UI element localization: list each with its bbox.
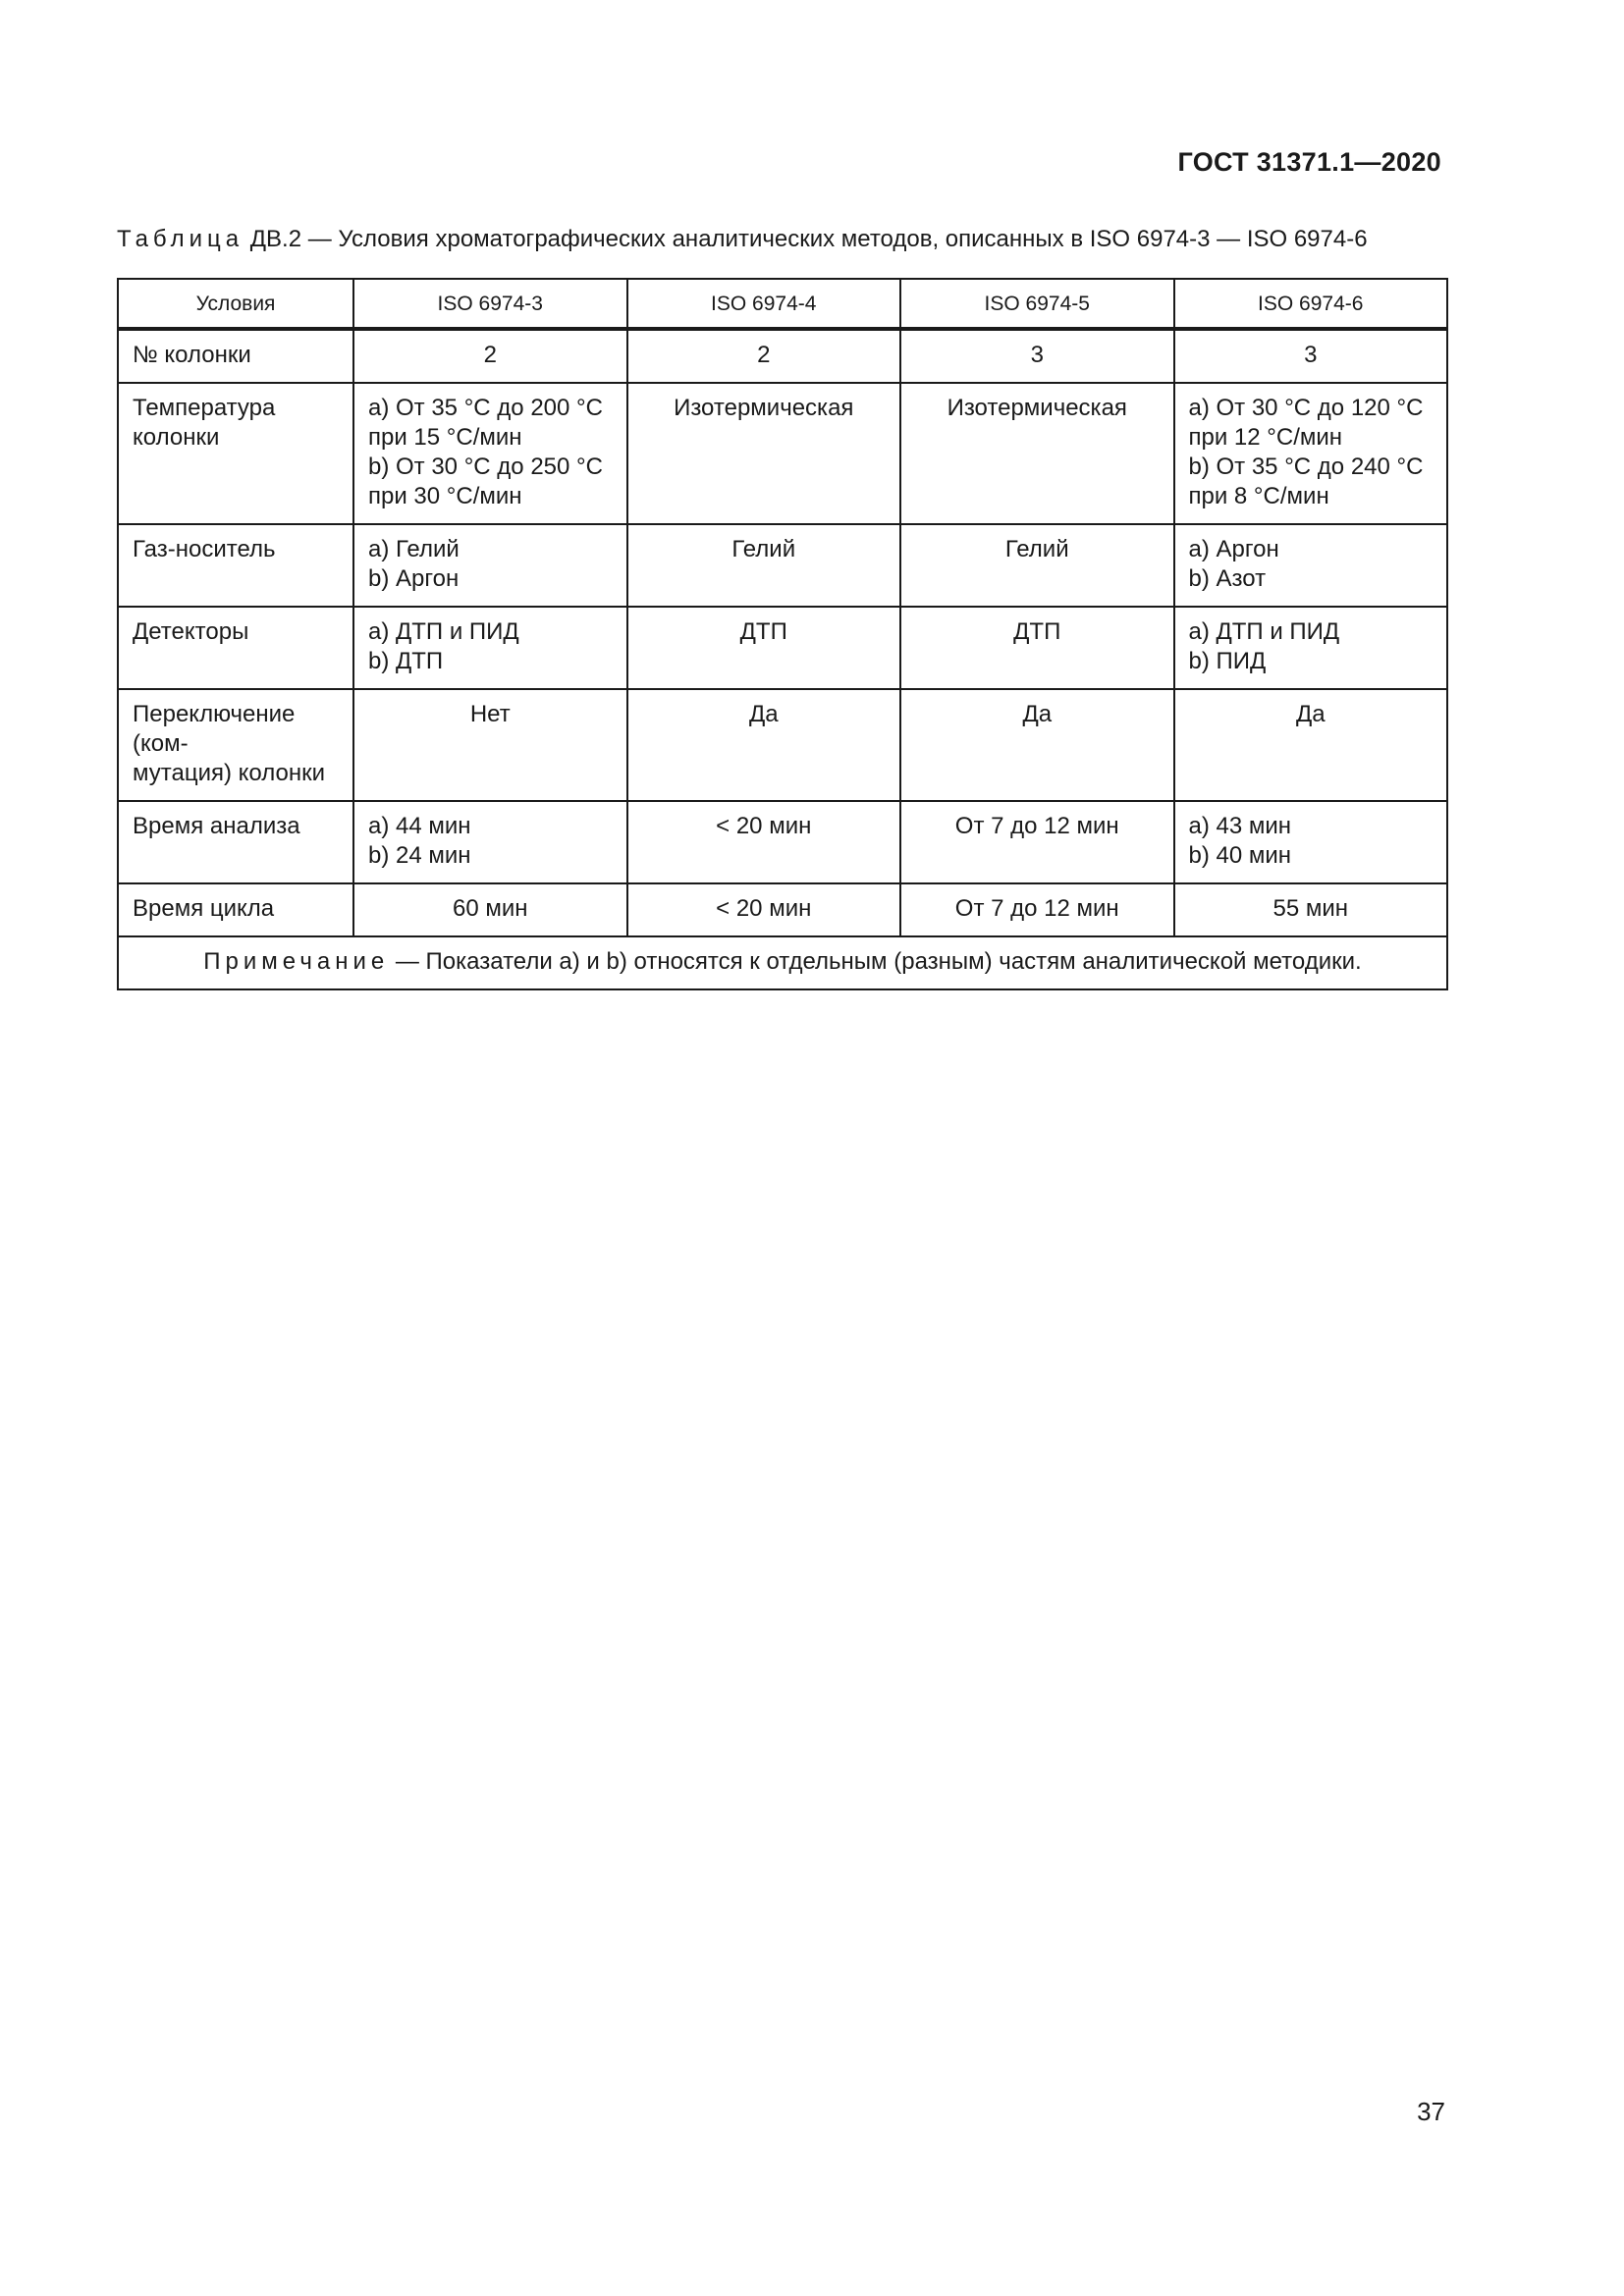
row-label-cell: [118, 883, 353, 936]
cell-line: при 15 °С/мин: [368, 424, 522, 451]
cell-line: Изотермическая: [674, 395, 854, 421]
cell-line: при 8 °С/мин: [1188, 483, 1329, 509]
table-cell: [900, 689, 1174, 801]
table-cell: [353, 883, 627, 936]
row-label-line: Температура колонки: [133, 395, 276, 451]
cell-line: 3: [1030, 342, 1044, 368]
row-label-line: Переключение (ком-: [133, 701, 296, 757]
row-label-cell: [118, 383, 353, 524]
table-cell: [627, 883, 901, 936]
cell-line: Нет: [469, 701, 511, 727]
cell-line: b) ПИД: [1188, 648, 1267, 674]
cell-line: < 20 мин: [716, 813, 812, 839]
table-caption-label: Таблица: [117, 226, 244, 252]
row-label-line: Время цикла: [133, 895, 275, 922]
cell-line: < 20 мин: [716, 895, 812, 922]
table-cell: [900, 329, 1174, 383]
table-note-text: — Показатели a) и b) относятся к отдельным (разным) частям аналитической методики.: [389, 948, 1362, 975]
cell-line: a) Гелий: [368, 536, 460, 562]
document-code: ГОСТ 31371.1—2020: [1177, 147, 1441, 177]
chromatography-conditions-table: [117, 278, 1448, 990]
cell-line: ДТП: [1013, 618, 1061, 645]
row-label-line: Детекторы: [133, 618, 249, 645]
cell-line: a) От 30 °С до 120 °С: [1188, 395, 1424, 421]
cell-line: Гелий: [731, 536, 796, 562]
table-row: [118, 524, 1447, 607]
table-row: [118, 329, 1447, 383]
table-cell: [353, 689, 627, 801]
table-row: [118, 801, 1447, 883]
table-caption-text: ДВ.2 — Условия хроматографических аналитических методов, описанных в ISO 6974-3 — ISO 6974-6: [244, 226, 1368, 252]
cell-line: От 7 до 12 мин: [954, 813, 1119, 839]
cell-line: a) ДТП и ПИД: [1188, 618, 1340, 645]
table-cell: [1174, 329, 1448, 383]
cell-line: 2: [483, 342, 497, 368]
table-cell: [353, 329, 627, 383]
cell-line: b) Азот: [1188, 565, 1267, 592]
table-cell: [1174, 607, 1448, 689]
table-row: [118, 607, 1447, 689]
table-cell: [1174, 883, 1448, 936]
cell-line: b) 24 мин: [368, 842, 471, 869]
row-label-line: Газ-носитель: [133, 536, 276, 562]
table-cell: [353, 801, 627, 883]
header-cell-iso-6974-5: ISO 6974-5: [900, 279, 1174, 329]
cell-line: a) 43 мин: [1188, 813, 1292, 839]
cell-line: Гелий: [1004, 536, 1069, 562]
table-cell: [900, 607, 1174, 689]
cell-line: 3: [1304, 342, 1318, 368]
row-label-line: Время анализа: [133, 813, 300, 839]
table-note-row: [118, 936, 1447, 989]
cell-line: при 30 °С/мин: [368, 483, 522, 509]
cell-line: Да: [748, 701, 779, 727]
table-cell: [353, 524, 627, 607]
header-cell-conditions: Условия: [118, 279, 353, 329]
row-label-cell: [118, 329, 353, 383]
cell-line: b) ДТП: [368, 648, 444, 674]
table-cell: [900, 383, 1174, 524]
cell-line: От 7 до 12 мин: [954, 895, 1119, 922]
cell-line: 2: [757, 342, 771, 368]
table-row: [118, 883, 1447, 936]
cell-line: a) 44 мин: [368, 813, 471, 839]
table-cell: [353, 383, 627, 524]
cell-line: b) От 35 °С до 240 °С: [1188, 454, 1424, 480]
header-cell-iso-6974-6: ISO 6974-6: [1174, 279, 1448, 329]
table-header-row: [118, 279, 1447, 329]
row-label-cell: [118, 524, 353, 607]
cell-line: 60 мин: [452, 895, 528, 922]
cell-line: b) 40 мин: [1188, 842, 1292, 869]
cell-line: 55 мин: [1272, 895, 1349, 922]
table-cell: [1174, 801, 1448, 883]
table-cell: [627, 329, 901, 383]
table-caption: [117, 226, 1452, 253]
cell-line: a) ДТП и ПИД: [368, 618, 519, 645]
table-cell: [627, 607, 901, 689]
page-number: 37: [1417, 2097, 1445, 2126]
header-cell-iso-6974-4: ISO 6974-4: [627, 279, 901, 329]
cell-line: a) Аргон: [1188, 536, 1279, 562]
table-body: [118, 329, 1447, 936]
cell-line: b) От 30 °С до 250 °С: [368, 454, 603, 480]
table-row: [118, 689, 1447, 801]
row-label-cell: [118, 801, 353, 883]
table-cell: [1174, 524, 1448, 607]
cell-line: b) Аргон: [368, 565, 460, 592]
cell-line: a) От 35 °С до 200 °С: [368, 395, 603, 421]
table-row: [118, 383, 1447, 524]
header-cell-iso-6974-3: ISO 6974-3: [353, 279, 627, 329]
cell-line: Да: [1295, 701, 1326, 727]
table-cell: [1174, 383, 1448, 524]
table-cell: [627, 383, 901, 524]
row-label-line: № колонки: [133, 342, 251, 368]
table-note-label: Примечание: [203, 948, 390, 975]
cell-line: Да: [1022, 701, 1053, 727]
cell-line: Изотермическая: [947, 395, 1127, 421]
table-note: [118, 936, 1447, 989]
table-cell: [353, 607, 627, 689]
table-cell: [627, 524, 901, 607]
table-cell: [900, 883, 1174, 936]
row-label-line: мутация) колонки: [133, 760, 326, 786]
cell-line: при 12 °С/мин: [1188, 424, 1343, 451]
row-label-cell: [118, 689, 353, 801]
cell-line: ДТП: [739, 618, 787, 645]
row-label-cell: [118, 607, 353, 689]
table-cell: [900, 524, 1174, 607]
table-cell: [627, 801, 901, 883]
table-cell: [1174, 689, 1448, 801]
table-cell: [627, 689, 901, 801]
table-cell: [900, 801, 1174, 883]
